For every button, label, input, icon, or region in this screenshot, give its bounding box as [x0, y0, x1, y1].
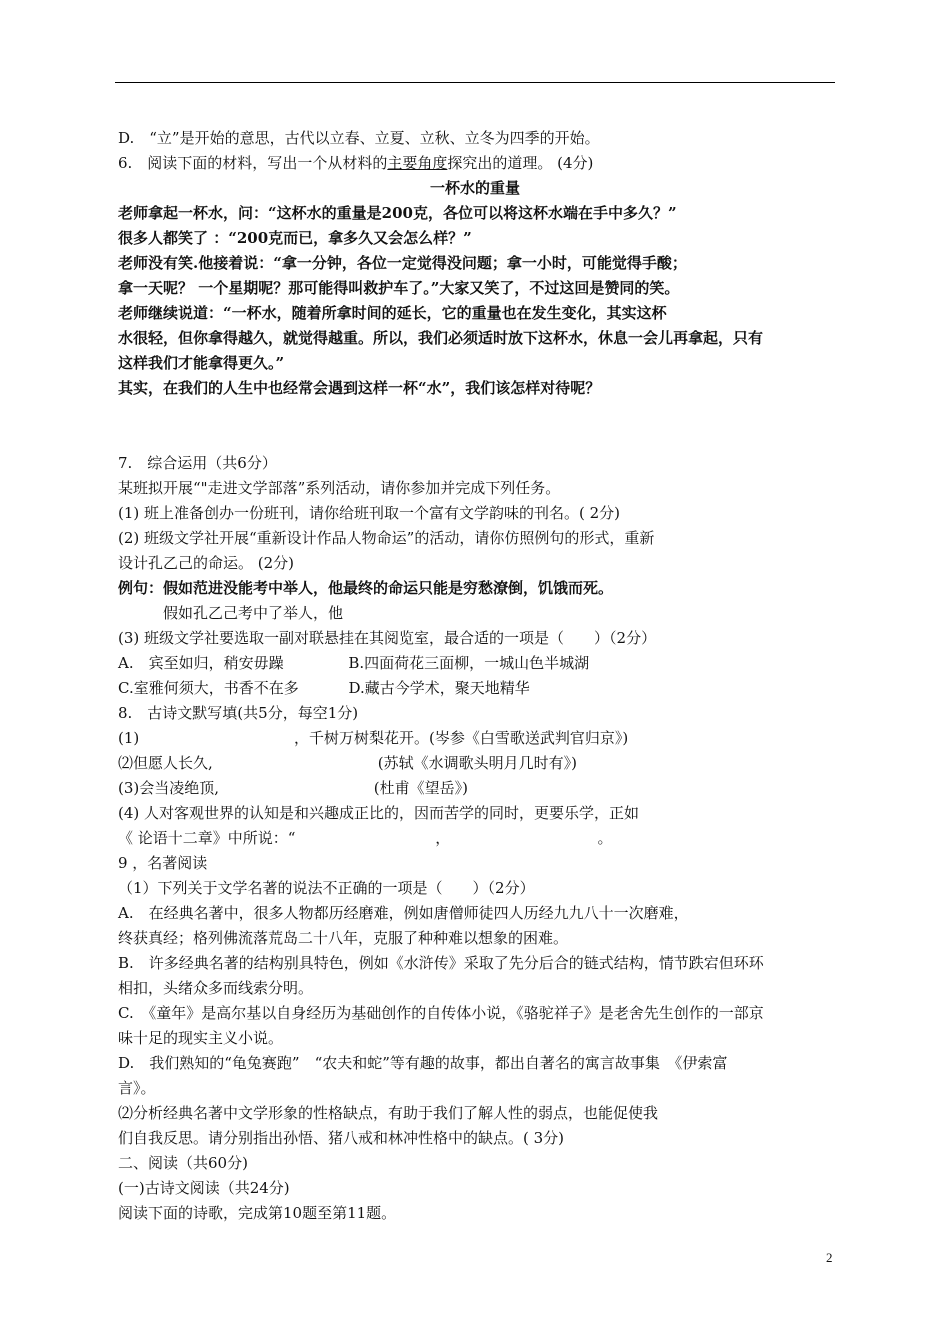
text-line: 言》。	[118, 1079, 156, 1097]
text-line: 味十足的现实主义小说。	[118, 1029, 284, 1047]
option-line: C.室雅何须大，书香不在多 D.藏古今学术，聚天地精华	[118, 679, 530, 697]
text-line: 某班拟开展“"走进文学部落”系列活动，请你参加并完成下列任务。	[118, 479, 561, 497]
text-line: (3)会当凌绝顶, (杜甫《望岳》)	[118, 779, 468, 797]
passage-line: 水很轻，但你拿得越久，就觉得越重。所以，我们必须适时放下这杯水，休息一会儿再拿起，只有	[118, 329, 764, 347]
text-line: 终获真经；格列佛流落荒岛二十八年，克服了种种难以想象的困难。	[118, 929, 569, 947]
text-line: （1）下列关于文学名著的说法不正确的一项是（ ）（2分）	[118, 879, 535, 897]
question-6: 6. 阅读下面的材料，写出一个从材料的主要角度探究出的道理。 (4分)	[118, 154, 594, 172]
text-line: ⑵分析经典名著中文学形象的性格缺点，有助于我们了解人性的弱点，也能促使我	[118, 1104, 659, 1122]
example-sentence: 例句：假如范进没能考中举人，他最终的命运只能是穷愁潦倒，饥饿而死。	[118, 579, 614, 597]
passage-line: 拿一天呢？ 一个星期呢？那可能得叫救护车了。”大家又笑了，不过这回是赞同的笑。	[118, 279, 680, 297]
text-line: (2) 班级文学社开展“重新设计作品人物命运”的活动，请你仿照例句的形式，重新	[118, 529, 655, 547]
passage-line: 很多人都笑了 ：“200克而已，拿多久又会怎么样？”	[118, 229, 472, 247]
text-line: (4) 人对客观世界的认知是和兴趣成正比的，因而苦学的同时，更要乐学，正如	[118, 804, 640, 822]
option-line: A. 宾至如归，稍安毋躁 B.四面荷花三面柳，一城山色半城湖	[118, 654, 590, 672]
option-line: D. 我们熟知的“龟兔赛跑” “农夫和蛇”等有趣的故事，都出自著名的寓言故事集 《伊索富	[118, 1054, 728, 1072]
passage-line: 老师拿起一杯水，问：“这杯水的重量是200克，各位可以将这杯水端在手中多久？”	[118, 204, 677, 222]
text-line: 相扣，头绪众多而线索分明。	[118, 979, 314, 997]
option-d-line: D. “立”是开始的意思，古代以立春、立夏、立秋、立冬为四季的开始。	[118, 129, 600, 147]
text-line: 假如孔乙己考中了举人，他	[118, 604, 344, 622]
option-line: C. 《童年》是高尔基以自身经历为基础创作的自传体小说，《骆驼祥子》是老舍先生创作的一部京	[118, 1004, 764, 1022]
section-heading: 二、阅读（共60分)	[118, 1154, 248, 1172]
question-7: 7. 综合运用（共6分）	[118, 454, 277, 472]
text-line: 阅读下面的诗歌，完成第10题至第11题。	[118, 1204, 397, 1222]
question-9: 9 ，名著阅读	[118, 854, 208, 872]
option-line: A. 在经典名著中，很多人物都历经磨难，例如唐僧师徒四人历经九九八十一次磨难，	[118, 904, 689, 922]
passage-line: 老师继续说道：“一杯水，随着所拿时间的延长，它的重量也在发生变化，其实这杯	[118, 304, 667, 322]
text-line: (3) 班级文学社要选取一副对联悬挂在其阅览室，最合适的一项是（ ）（2分）	[118, 629, 657, 647]
text-line: (1) ，千树万树梨花开。(岑参《白雪歌送武判官归京》)	[118, 729, 629, 747]
text-line: 们自我反思。请分别指出孙悟、猪八戒和林冲性格中的缺点。( 3分)	[118, 1129, 565, 1147]
passage-line: 其实，在我们的人生中也经常会遇到这样一杯“水”，我们该怎样对待呢？	[118, 379, 601, 397]
passage-title: 一杯水的重量	[429, 179, 520, 197]
passage-line: 老师没有笑.他接着说：“拿一分钟，各位一定觉得没问题；拿一小时，可能觉得手酸；	[118, 254, 687, 272]
text-line: ⑵但愿人长久, (苏轼《水调歌头明月几时有》)	[118, 754, 577, 772]
subsection-heading: (一)古诗文阅读（共24分)	[118, 1179, 290, 1197]
option-line: B. 许多经典名著的结构别具特色，例如《水浒传》采取了先分后合的链式结构，情节跌宕但环环	[118, 954, 764, 972]
text-line: 《 论语十二章》中所说：“ ， 。	[118, 829, 613, 847]
text-line: (1) 班上准备创办一份班刊，请你给班刊取一个富有文学韵味的刊名。( 2分)	[118, 504, 621, 522]
question-8: 8. 古诗文默写填(共5分，每空1分)	[118, 704, 359, 722]
header-rule	[115, 82, 835, 83]
text-line: 设计孔乙己的命运。 (2分)	[118, 554, 295, 572]
page-number: 2	[826, 1250, 833, 1265]
passage-line: 这样我们才能拿得更久。”	[118, 354, 285, 372]
